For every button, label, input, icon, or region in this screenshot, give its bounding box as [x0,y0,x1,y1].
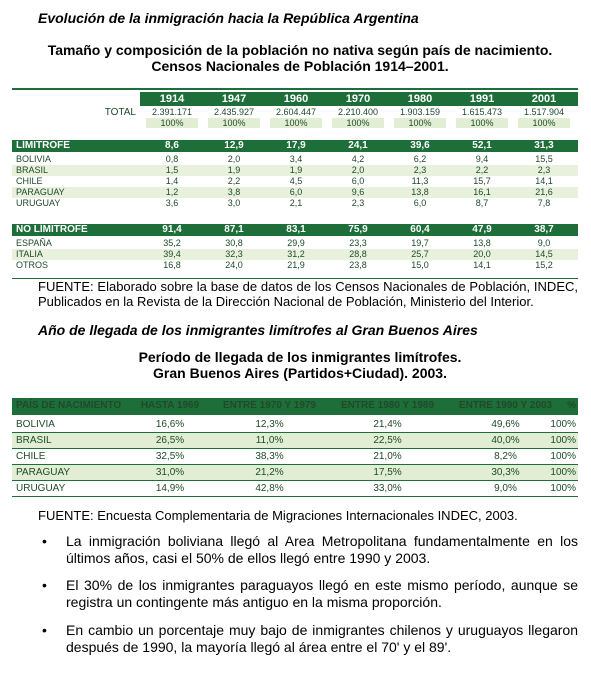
data-cell: 1,9 [227,165,241,175]
table1-title-line1: Tamaño y composición de la población no nativa según país de nacimiento. [47,42,553,58]
table1-top-rule [12,88,578,90]
table2-value-cell: 14,9% [155,483,185,494]
table1-title-line2: Censos Nacionales de Población 1914–2001. [151,58,449,74]
table2-country-cell: CHILE [16,451,46,462]
table2-country-cell: URUGUAY [16,483,66,494]
country-label: PARAGUAY [16,187,65,197]
table2-country-cell: BOLIVIA [16,419,55,430]
table2-value-cell: 8,2% [494,451,517,462]
data-cell: 13,8 [411,187,429,197]
country-label: OTROS [16,260,49,270]
table2-header-cell: HASTA 1969 [140,400,200,411]
no-limitrofe-value-cell: 75,9 [348,224,368,235]
table2-country-cell: BRASIL [16,435,52,446]
table2-top-rule [12,398,578,399]
table2-country-cell: PARAGUAY [16,467,71,478]
bullet-item: La inmigración boliviana llegó al Area Metropolitana fundamentalmente en los últimos años, casi el 50% de ellos llegó entre 1990 y 2003. [66,533,578,566]
data-cell: 6,2 [413,154,427,164]
data-cell: 2,3 [537,165,551,175]
bullet-item: El 30% de los inmigrantes paraguayos llegó en este mismo período, aunque se registra un contingente más antiguo en la misma proporción. [66,577,578,610]
limitrofe-value-cell: 39,6 [410,140,430,151]
table2-value-cell: 32,5% [155,451,185,462]
data-cell: 15,7 [473,176,491,186]
total-value-cell: 2.604.447 [275,107,317,117]
data-cell: 6,0 [413,198,427,208]
data-cell: 14,5 [535,249,553,259]
table2-header-cell: PAÍS DE NACIMIENTO [16,400,122,411]
no-limitrofe-value-cell: 87,1 [224,224,244,235]
data-cell: 0,8 [165,154,179,164]
no-limitrofe-label: NO LÍMITROFE [16,224,88,235]
data-cell: 32,3 [225,249,243,259]
data-cell: 4,5 [289,176,303,186]
table2-title-line2: Gran Buenos Aires (Partidos+Ciudad). 2003. [153,365,447,381]
data-cell: 15,2 [535,260,553,270]
table2-value-cell: 30,3% [491,467,520,478]
bullet-marker: • [42,577,47,593]
data-cell: 3,0 [227,198,241,208]
data-cell: 19,7 [411,238,429,248]
no-limitrofe-value-cell: 83,1 [286,224,306,235]
total-pct-cell: 100% [518,118,570,128]
year-header-cell: 1970 [345,93,371,105]
section-heading-immigration-evolution: Evolución de la inmigración hacia la República Argentina [38,10,419,26]
bullet-marker: • [42,622,47,638]
data-cell: 3,8 [227,187,241,197]
table2-value-cell: 11,0% [255,435,284,446]
limitrofe-value-cell: 8,6 [165,140,179,151]
year-header-cell: 1914 [159,93,185,105]
table2-value-cell: 100% [550,435,576,446]
limitrofe-value-cell: 52,1 [472,140,492,151]
data-cell: 2,2 [227,176,241,186]
table2-row [12,465,578,481]
table2-value-cell: 100% [550,467,576,478]
data-cell: 3,6 [165,198,179,208]
total-pct-cell: 100% [394,118,446,128]
table2-value-cell: 42,8% [255,483,284,494]
data-cell: 14,1 [473,260,491,270]
table2-value-cell: 40,0% [491,435,520,446]
table2-source: FUENTE: Encuesta Complementaria de Migraciones Internacionales INDEC, 2003. [38,508,518,523]
table2-row [12,481,578,497]
country-label: ITALIA [16,249,43,259]
year-header-cell: 2001 [531,93,557,105]
data-cell: 23,8 [349,260,367,270]
table2-value-cell: 12,3% [255,419,284,430]
table2-title-line1: Período de llegada de los inmigrantes limítrofes. [138,349,462,365]
country-label: BOLIVIA [16,154,52,164]
total-pct-cell: 100% [208,118,260,128]
data-cell: 6,0 [289,187,303,197]
table2-value-cell: 38,3% [255,451,284,462]
data-cell: 14,1 [535,176,553,186]
total-pct-cell: 100% [332,118,384,128]
total-pct-cell: 100% [146,118,198,128]
table2-value-cell: 49,6% [491,419,520,430]
limitrofe-value-cell: 31,3 [534,140,554,151]
data-cell: 2,3 [413,165,427,175]
no-limitrofe-value-cell: 38,7 [534,224,554,235]
data-cell: 2,0 [351,165,365,175]
data-cell: 24,0 [225,260,243,270]
data-cell: 21,6 [535,187,553,197]
no-limitrofe-value-cell: 91,4 [162,224,182,235]
country-label: ESPAÑA [16,238,52,248]
table2-value-cell: 16,6% [155,419,185,430]
total-value-cell: 1.517.904 [523,107,565,117]
data-cell: 2,3 [351,198,365,208]
data-cell: 1,2 [165,187,179,197]
table2-value-cell: 21,0% [373,451,402,462]
year-header-cell: 1980 [407,93,433,105]
data-cell: 39,4 [163,249,181,259]
data-cell: 15,5 [535,154,553,164]
data-cell: 31,2 [287,249,305,259]
data-cell: 16,1 [473,187,491,197]
limitrofe-label: LÍMITROFE [16,140,70,151]
total-value-cell: 2.391.171 [151,107,193,117]
table2-row [12,449,578,465]
data-cell: 9,6 [351,187,365,197]
table1-source: FUENTE: Elaborado sobre la base de datos de los Censos Nacionales de Población, INDEC, Publicados en la Revista de la Dirección Nacional de Población, Ministerio del Interior. [38,279,578,309]
bullet-marker: • [42,533,47,549]
year-header-cell: 1960 [283,93,309,105]
table2-value-cell: 100% [550,419,576,430]
data-cell: 6,0 [351,176,365,186]
table2-value-cell: 21,2% [255,467,284,478]
data-cell: 4,2 [351,154,365,164]
table2-value-cell: 33,0% [373,483,402,494]
country-label: URUGUAY [16,198,61,208]
table2-header-row [12,398,578,415]
data-cell: 9,4 [475,154,489,164]
data-cell: 1,4 [165,176,179,186]
no-limitrofe-value-cell: 47,9 [472,224,492,235]
data-cell: 16,8 [163,260,181,270]
total-value-cell: 1.615.473 [461,107,503,117]
no-limitrofe-value-cell: 60,4 [410,224,430,235]
data-cell: 35,2 [163,238,181,248]
table2-header-cell: % [567,400,576,411]
table2-header-cell: ENTRE 1990 Y 2003 [458,400,553,411]
country-label: BRASIL [16,165,49,175]
data-cell: 15,0 [411,260,429,270]
data-cell: 2,1 [289,198,303,208]
data-cell: 8,7 [475,198,489,208]
data-cell: 25,7 [411,249,429,259]
data-cell: 13,8 [473,238,491,248]
limitrofe-value-cell: 12,9 [224,140,244,151]
limitrofe-value-cell: 17,9 [286,140,306,151]
section-heading-arrival-year: Año de llegada de los inmigrantes limítrofes al Gran Buenos Aires [38,322,478,338]
table2-value-cell: 21,4% [373,419,402,430]
limitrofe-value-cell: 24,1 [348,140,368,151]
data-cell: 23,3 [349,238,367,248]
data-cell: 28,8 [349,249,367,259]
data-cell: 2,0 [227,154,241,164]
data-cell: 7,8 [537,198,551,208]
table2-value-cell: 31,0% [155,467,185,478]
data-cell: 9,0 [537,238,551,248]
table2-row [12,417,578,433]
table2-title [20,349,580,381]
year-header-cell: 1947 [221,93,247,105]
total-pct-cell: 100% [270,118,322,128]
total-value-cell: 1.903.159 [399,107,441,117]
table2-value-cell: 100% [550,483,576,494]
total-value-cell: 2.435.927 [213,107,255,117]
population-table [12,88,578,280]
table2-value-cell: 22,5% [373,435,402,446]
data-cell: 30,8 [225,238,243,248]
data-cell: 1,5 [165,165,179,175]
table2-value-cell: 17,5% [373,467,402,478]
table2-value-cell: 26,5% [155,435,185,446]
table2-row [12,433,578,449]
table1-title [20,42,580,74]
data-cell: 20,0 [473,249,491,259]
data-cell: 1,9 [289,165,303,175]
data-cell: 21,9 [287,260,305,270]
year-header-cell: 1991 [469,93,495,105]
data-cell: 2,2 [475,165,489,175]
total-value-cell: 2.210.400 [337,107,379,117]
table2-value-cell: 100% [550,451,576,462]
data-cell: 3,4 [289,154,303,164]
bullet-item: En cambio un porcentaje muy bajo de inmigrantes chilenos y uruguayos llegaron después de 1990, la mayoría llegó al área entre el 70' y el 89'. [66,622,578,655]
table2-header-cell: ENTRE 1970 Y 1979 [222,400,317,411]
data-cell: 11,3 [411,176,429,186]
total-pct-cell: 100% [456,118,508,128]
table2-value-cell: 9,0% [494,483,517,494]
data-cell: 29,9 [287,238,305,248]
total-label: TOTAL [104,107,136,118]
country-label: CHILE [16,176,43,186]
table2-header-cell: ENTRE 1980 Y 1989 [340,400,435,411]
